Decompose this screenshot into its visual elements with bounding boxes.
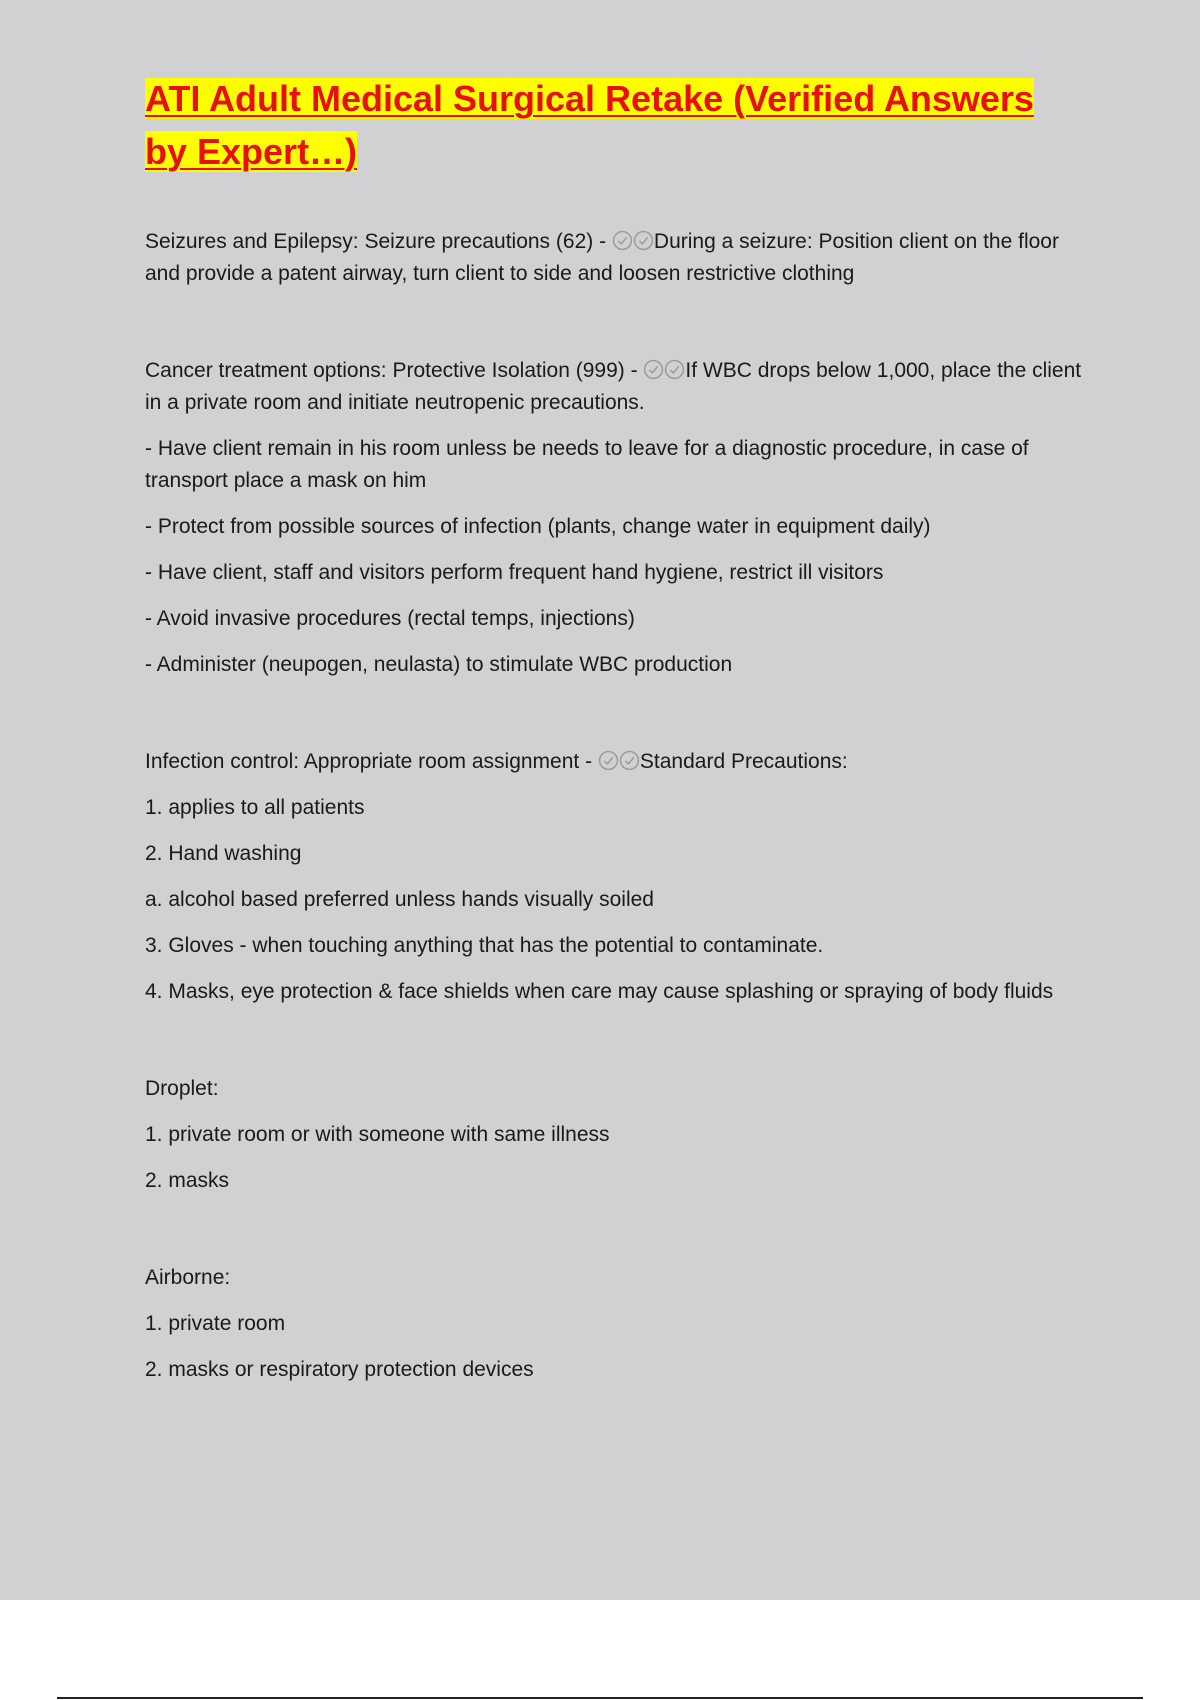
list-item: - Have client, staff and visitors perform frequent hand hygiene, restrict ill visitors (145, 561, 884, 584)
droplet-heading: Droplet: (145, 1077, 219, 1100)
qa-seizure-precautions (145, 226, 1085, 290)
list-item: 2. masks (145, 1169, 230, 1192)
check-icon (664, 359, 685, 380)
list-item: - Have client remain in his room unless be needs to leave for a diagnostic procedure, in case of transport place a mask on him (145, 437, 1029, 492)
list-item: 1. applies to all patients (145, 796, 365, 819)
question-text: Cancer treatment options: Protective Isolation (999) - (145, 359, 644, 382)
list-item: - Protect from possible sources of infection (plants, change water in equipment daily) (145, 515, 931, 538)
answer-text: During a seizure: Position client on the floor and provide a patent airway, turn client to side and loosen restrictive clothing (145, 230, 1059, 285)
list-item: - Avoid invasive procedures (rectal temps, injections) (145, 607, 635, 630)
list-item: 2. masks or respiratory protection devices (145, 1358, 534, 1381)
question-text: Seizures and Epilepsy: Seizure precautions (62) - (145, 230, 612, 253)
list-item: - Administer (neupogen, neulasta) to stimulate WBC production (145, 653, 733, 676)
document-title (145, 72, 1085, 178)
airborne-heading: Airborne: (145, 1266, 231, 1289)
list-item: 2. Hand washing (145, 842, 302, 865)
qa-room-assignment (145, 746, 1085, 778)
question-text: Infection control: Appropriate room assignment - (145, 750, 598, 773)
list-item: 1. private room (145, 1312, 286, 1335)
answer-text: If WBC drops below 1,000, place the client in a private room and initiate neutropenic precautions. (145, 359, 1082, 414)
check-icon (612, 230, 633, 251)
list-item: a. alcohol based preferred unless hands visually soiled (145, 888, 654, 911)
check-icon (633, 230, 654, 251)
text-column (145, 72, 1085, 1386)
check-icon (619, 750, 640, 771)
answer-text: Standard Precautions: (639, 750, 848, 773)
qa-protective-isolation (145, 355, 1085, 419)
list-item: 3. Gloves - when touching anything that has the potential to contaminate. (145, 934, 824, 957)
document-title-text: ATI Adult Medical Surgical Retake (Verified Answers by Expert…) (145, 78, 1034, 172)
check-icon (598, 750, 619, 771)
check-icon (643, 359, 664, 380)
list-item: 4. Masks, eye protection & face shields when care may cause splashing or spraying of body fluids (145, 980, 1054, 1003)
list-item: 1. private room or with someone with same illness (145, 1123, 610, 1146)
footer-divider (57, 1697, 1143, 1699)
